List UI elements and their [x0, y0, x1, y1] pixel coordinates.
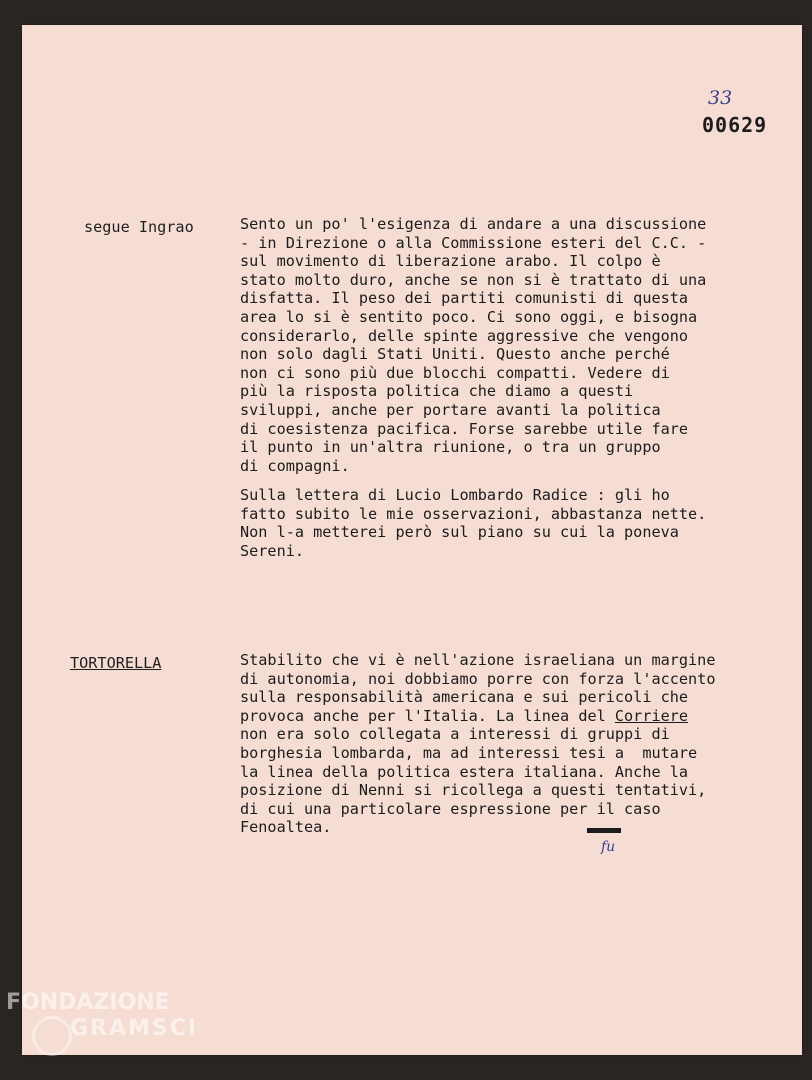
- document-number: 00629: [702, 113, 768, 137]
- speaker-label-tortorella: TORTORELLA: [70, 654, 162, 672]
- speaker-label-ingrao: segue Ingrao: [84, 218, 194, 236]
- ingrao-paragraph-1: Sento un po' l'esigenza di andare a una discussione - in Direzione o alla Commissione esteri del C.C. - sul movimento di liberazione arabo. Il colpo è stato molto duro, anche se non si è trattato di una disfatta. Il peso dei partiti comunisti di questa area lo si è sentito poco. Ci sono oggi, e bisogna considerarlo, delle spinte aggressive che vengono non solo dagli Stati Uniti. Questo anche perché non ci sono più due blocchi compatti. Vedere di più la risposta politica che diamo a questi sviluppi, anche per portare avanti la politica di coesistenza pacifica. Forse sarebbe utile fare il punto in un'altra riunione, o tra un gruppo di compagni.: [240, 215, 707, 475]
- ingrao-paragraph-2: Sulla lettera di Lucio Lombardo Radice : gli ho fatto subito le mie osservazioni, abbastanza nette. Non l-a metterei però sul piano su cui la poneva Sereni.: [240, 486, 707, 560]
- document-page: [22, 25, 802, 1055]
- handwritten-correction: fu: [601, 839, 616, 855]
- strikeout-mark: [587, 828, 621, 833]
- handwritten-folio-number: 33: [708, 87, 733, 109]
- tortorella-paragraph: Stabilito che vi è nell'azione israeliana un margine di autonomia, noi dobbiamo porre con forza l'accento sulla responsabilità americana e sui pericoli che provoca anche per l'Italia. La linea del Corriere non era solo collegata a interessi di gruppi di borghesia lombarda, ma ad interessi tesi a mutare la linea della politica estera italiana. Anche la posizione di Nenni si ricollega a questi tentativi, di cui una particolare espressione per il caso Fenoaltea.: [240, 651, 716, 837]
- corriere-underlined: Corriere: [614, 706, 689, 725]
- fondazione-gramsci-watermark: FONDAZIONE GRAMSCI: [6, 990, 198, 1042]
- watermark-logo-icon: [32, 1016, 72, 1056]
